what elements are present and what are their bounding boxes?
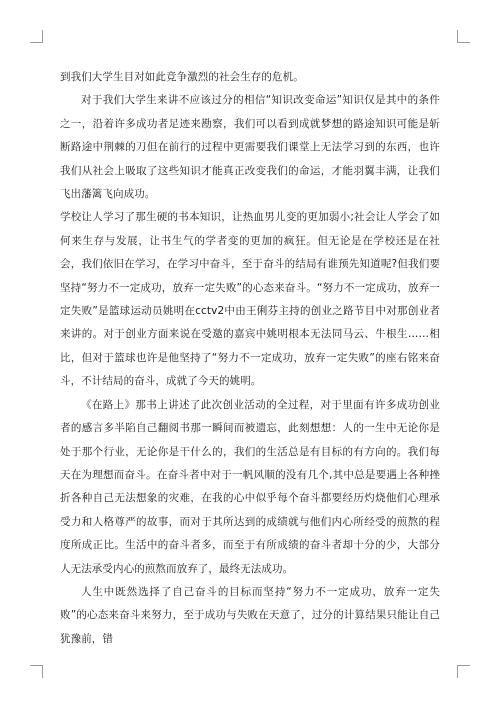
crop-mark-bottom-right: [457, 665, 470, 678]
paragraph: 《在路上》那书上讲述了此次创业活动的全过程，对于里面有许多成功创业者的感言多半陷自己翻阅书那一瞬间而被遗忘，此刻想想：人的一生中无论你是处于那个行业，无论你是干什么的，我们的生活总是有目标的有方向的。我们每天在为理想而奋斗。在奋斗者中对于一帆风顺的没有几个,其中总是要遇上各种挫折各种自己无法想象的灾难，在我的心中似乎每个奋斗都要经历灼烧他们心理承受力和人格尊严的故事，而对于其所达到的成绩就与他们内心所经受的煎熬的程度所成正比。生活中的奋斗者多，而至于有所成绩的奋斗者却十分的少，大部分人无法承受内心的煎熬而放弃了，最终无法成功。: [60, 398, 440, 575]
crop-mark-bottom-left: [30, 665, 43, 678]
paragraph: 人生中既然选择了自己奋斗的目标而坚持“努力不一定成功，放弃一定失败”的心态来奋斗来努力，至于成功与失败在天意了，过分的计算结果只能让自己犹豫前，错: [60, 585, 440, 645]
paragraph: 到我们大学生目对如此竞争激烈的社会生存的危机。: [60, 71, 304, 83]
crop-mark-top-left: [30, 30, 43, 43]
paragraph: 学校让人学习了那生硬的书本知识，让热血男儿变的更加弱小;社会让人学会了如何来生存与发展，让书生气的学者变的更加的疯狂。但无论是在学校还是在社会，我们依旧在学习，在学习中奋斗，至于奋斗的结局有谁预先知道呢?但我们要坚持“努力不一定成功，放弃一定失败”的心态来奋斗。“努力不一定成功，放弃一定失败”是篮球运动员姚明在cctv2中由王俐芬主持的创业之路节目中对那创业者来讲的。对于创业方面来说在受邀的嘉宾中姚明根本无法同马云、牛根生……相比，但对于篮球也许是他坚持了“努力不一定成功，放弃一定失败”的座右铭来奋斗，不计结局的奋斗，成就了今天的姚明。: [60, 211, 440, 388]
document-page: [60, 66, 440, 651]
paragraph: 对于我们大学生来讲不应该过分的相信“知识改变命运”知识仅是其中的条件之一，沿着许多成功者足迹来勘察，我们可以看到成就梦想的路途知识可能是斩断路途中荆棘的刀但在前行的过程中更需要我们课堂上无法学习到的东西，也许我们从社会上吸取了这些知识才能真正改变我们的命运，才能羽翼丰满，让我们飞出藩篱飞向成功。: [60, 94, 440, 201]
crop-mark-top-right: [457, 30, 470, 43]
